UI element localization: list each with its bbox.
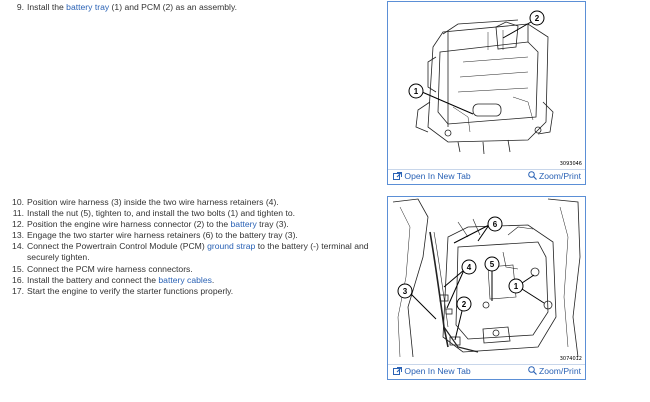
figure-id: 3074012: [559, 356, 582, 362]
zoom-print-button[interactable]: Zoom/Print: [528, 366, 581, 376]
step-10: 10. Position wire harness (3) inside the two wire harness retainers (4).: [12, 197, 279, 207]
callout-1: [509, 275, 544, 303]
step-17: 17. Start the engine to verify the starter functions properly.: [12, 286, 234, 296]
step-16: 16. Install the battery and connect the battery cables.: [12, 275, 215, 285]
svg-text:1: 1: [413, 87, 419, 96]
figure-footer: [388, 364, 585, 379]
step-14: 14. Connect the Powertrain Control Module (PCM) ground strap to the battery (-) terminal and securely tighten.: [12, 241, 369, 262]
figure-battery-tray-pcm: [387, 1, 586, 185]
figure-wire-harness-install: [387, 196, 586, 380]
step-15: 15. Connect the PCM wire harness connectors.: [12, 264, 193, 274]
battery-link[interactable]: battery: [230, 219, 257, 229]
step-9: 9. Install the battery tray (1) and PCM (2) as an assembly.: [16, 2, 238, 12]
svg-text:2: 2: [534, 14, 540, 23]
wire-harness-illustration: [388, 197, 585, 363]
svg-text:1: 1: [513, 282, 519, 291]
svg-text:5: 5: [489, 260, 495, 269]
figure-id: 3093046: [559, 161, 582, 167]
zoom-print-button[interactable]: Zoom/Print: [528, 171, 581, 181]
magnifier-icon: [528, 366, 537, 375]
step-12: 12. Position the engine wire harness connector (2) to the battery tray (3).: [12, 219, 289, 229]
external-link-icon: [393, 367, 402, 375]
svg-text:2: 2: [461, 300, 467, 309]
magnifier-icon: [528, 171, 537, 180]
battery-tray-link[interactable]: battery tray: [66, 2, 110, 12]
ground-strap-link[interactable]: ground strap: [207, 241, 256, 251]
battery-cables-link[interactable]: battery cables: [158, 275, 212, 285]
callout-5: [485, 257, 499, 301]
figure-footer: [388, 169, 585, 184]
open-in-new-tab-button[interactable]: Open In New Tab: [393, 171, 471, 181]
external-link-icon: [393, 172, 402, 180]
open-in-new-tab-button[interactable]: Open In New Tab: [393, 366, 471, 376]
svg-text:3: 3: [402, 287, 408, 296]
battery-tray-pcm-illustration: [388, 2, 585, 168]
step-11: 11. Install the nut (5), tighten to, and install the two bolts (1) and tighten to.: [12, 208, 295, 218]
step-13: 13. Engage the two starter wire harness retainers (6) to the battery tray (3).: [12, 230, 298, 240]
svg-text:6: 6: [492, 220, 498, 229]
callout-3: [398, 284, 436, 319]
svg-text:4: 4: [466, 263, 472, 272]
